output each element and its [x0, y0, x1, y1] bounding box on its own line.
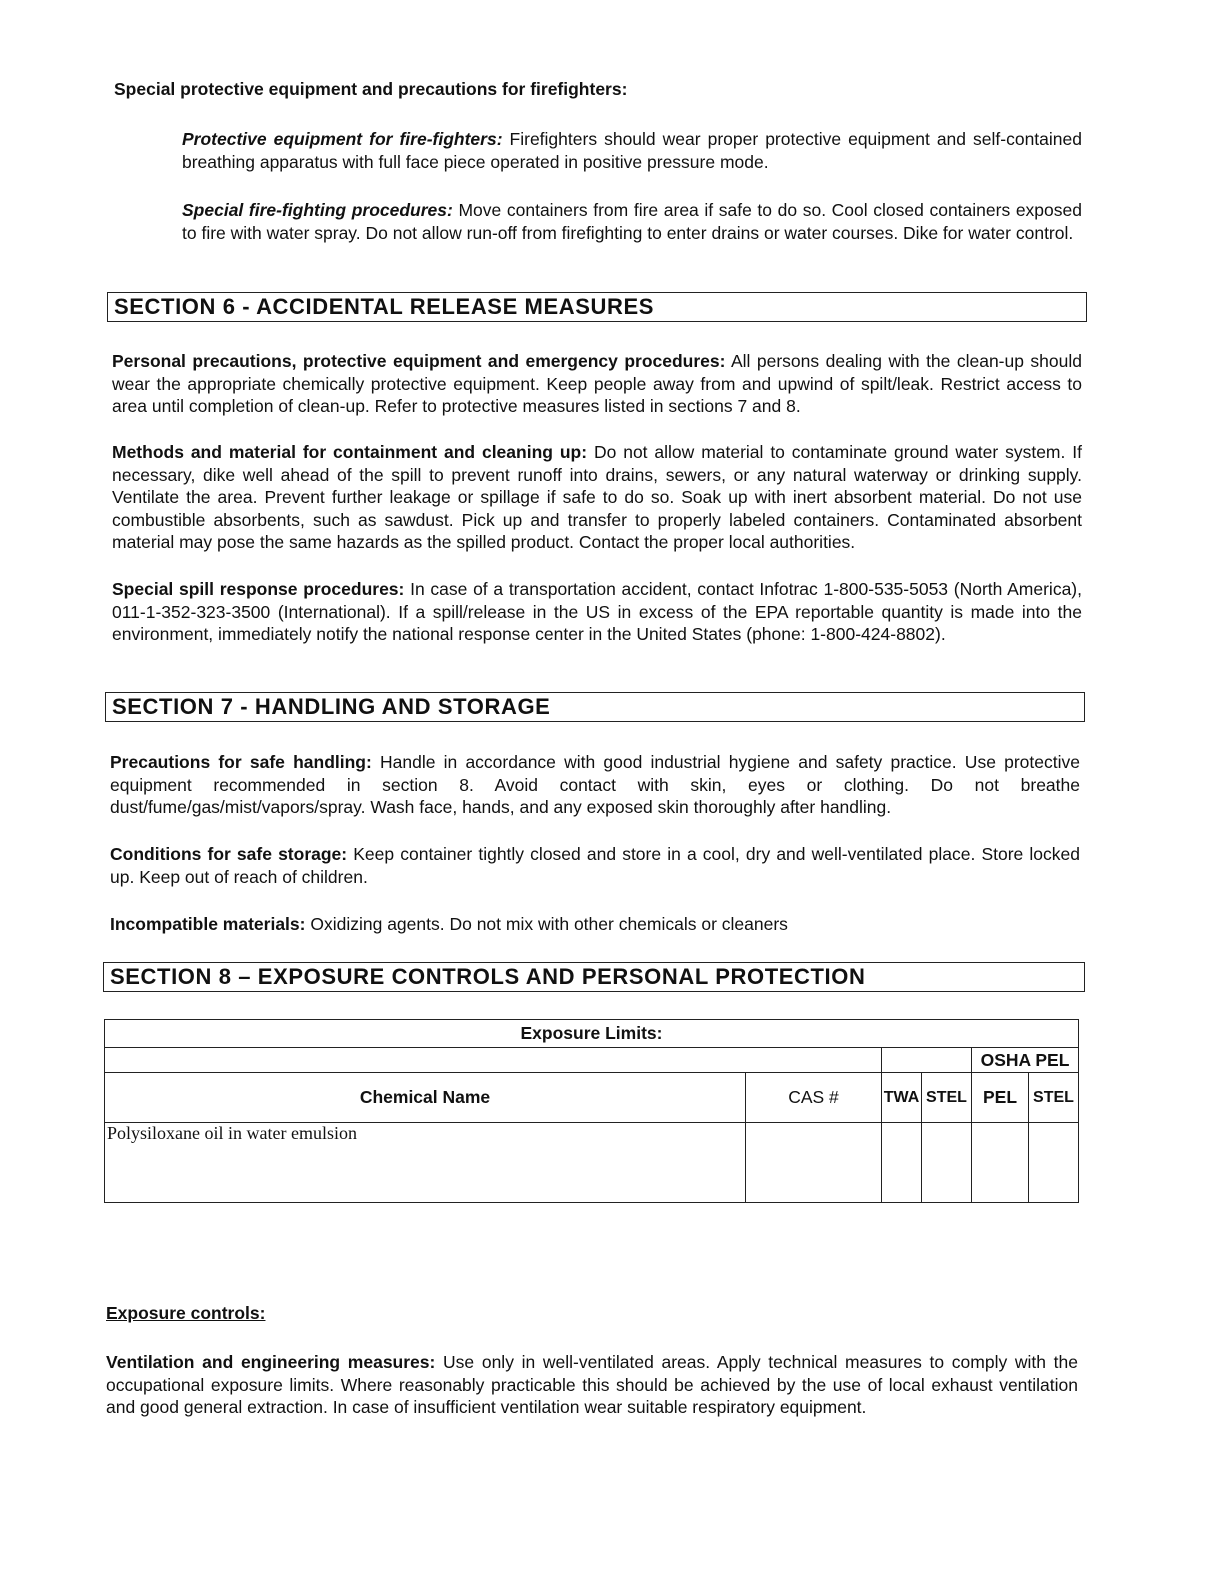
pel-cell [972, 1123, 1029, 1203]
twa-header: TWA [882, 1073, 922, 1123]
section8-header [103, 962, 1085, 992]
blank-header-cell [105, 1048, 882, 1073]
exposure-limits-table [104, 1019, 1079, 1203]
containment-block [112, 441, 1082, 554]
firefighters-heading: Special protective equipment and precautions for firefighters: [114, 79, 628, 99]
personal-precautions-text: All persons dealing with the clean-up should wear the appropriate chemically protective equipment. Keep people away from and upwind of spilt/leak. Restrict access to area until completion of clean-up. Refer to protective measures listed in sections 7 and 8. [112, 351, 1083, 416]
column-header-row [105, 1073, 1079, 1123]
chemical-name-cell: Polysiloxane oil in water emulsion [105, 1123, 746, 1203]
pel-header: PEL [972, 1073, 1029, 1123]
spill-response-text: In case of a transportation accident, contact Infotrac 1-800-535-5053 (North America), 011-1-352-323-3500 (International). If a spill/release in the US in excess of the EPA reportable quantity is made into the environment, immediately notify the national response center in the United States (phone: 1-800-424-8802). [112, 579, 1082, 644]
section8-title: SECTION 8 – EXPOSURE CONTROLS AND PERSONAL PROTECTION [110, 964, 866, 989]
safe-handling-block [110, 751, 1080, 819]
blank-twa-stel-cell [882, 1048, 972, 1073]
exposure-limits-title-row [105, 1020, 1079, 1048]
firefighting-procedures-block [182, 199, 1082, 244]
table-row [105, 1123, 1079, 1203]
protective-equipment-block [182, 128, 1082, 173]
chemical-name-header: Chemical Name [105, 1073, 746, 1123]
ventilation-text: Use only in well-ventilated areas. Apply technical measures to comply with the occupational exposure limits. Where reasonably practicable this should be achieved by the use of local exhaust ventilation and good general extraction. In case of insufficient ventilation wear suitable respiratory equipment. [106, 1352, 1079, 1417]
personal-precautions-label: Personal precautions, protective equipment and emergency procedures: [112, 351, 726, 371]
ventilation-label: Ventilation and engineering measures: [106, 1352, 436, 1372]
firefighting-procedures-text: Move containers from fire area if safe to do so. Cool closed containers exposed to fire with water spray. Do not allow run-off from firefighting to enter drains or water courses. Dike for water control. [182, 200, 1082, 243]
safe-handling-text: Handle in accordance with good industrial hygiene and safety practice. Use protective equipment recommended in section 8. Avoid contact with skin, eyes or clothing. Do not breathe dust/fume/gas/mist/vapors/spray. Wash face, hands, and any exposed skin thoroughly after handling. [110, 752, 1080, 817]
osha-header-row [105, 1048, 1079, 1073]
incompatible-materials-text: Oxidizing agents. Do not mix with other chemicals or cleaners [310, 914, 788, 934]
personal-precautions-block [112, 350, 1082, 418]
twa-cell [882, 1123, 922, 1203]
section6-title: SECTION 6 - ACCIDENTAL RELEASE MEASURES [114, 294, 655, 319]
section7-header [105, 692, 1085, 722]
safe-storage-block [110, 843, 1080, 888]
section7-title: SECTION 7 - HANDLING AND STORAGE [112, 694, 551, 719]
spill-response-label: Special spill response procedures: [112, 579, 405, 599]
stel-header: STEL [922, 1073, 972, 1123]
protective-equipment-label: Protective equipment for fire-fighters: [182, 129, 503, 149]
osha-stel-header: STEL [1029, 1073, 1079, 1123]
ventilation-block [106, 1351, 1078, 1419]
exposure-controls-heading: Exposure controls: [106, 1303, 266, 1323]
cas-header: CAS # [746, 1073, 882, 1123]
protective-equipment-text: Firefighters should wear proper protective equipment and self-contained breathing apparatus with full face piece operated in positive pressure mode. [182, 129, 1082, 172]
safe-handling-label: Precautions for safe handling: [110, 752, 372, 772]
stel-cell [922, 1123, 972, 1203]
osha-pel-header: OSHA PEL [972, 1048, 1079, 1073]
cas-cell [746, 1123, 882, 1203]
section6-header [107, 292, 1087, 322]
incompatible-materials-label: Incompatible materials: [110, 914, 306, 934]
osha-stel-cell [1029, 1123, 1079, 1203]
safe-storage-text: Keep container tightly closed and store in a cool, dry and well-ventilated place. Store locked up. Keep out of reach of children. [110, 844, 1080, 887]
containment-label: Methods and material for containment and cleaning up: [112, 442, 588, 462]
exposure-limits-title: Exposure Limits: [105, 1020, 1079, 1048]
spill-response-block [112, 578, 1082, 646]
incompatible-materials-block [110, 913, 1080, 936]
containment-text: Do not allow material to contaminate ground water system. If necessary, dike well ahead of the spill to prevent runoff into drains, sewers, or any natural waterway or drinking supply. Ventilate the area. Prevent further leakage or spillage if safe to do so. Soak up with inert absorbent material. Do not use combustible absorbents, such as sawdust. Pick up and transfer to properly labeled containers. Contaminated absorbent material may pose the same hazards as the spilled product. Contact the proper local authorities. [112, 442, 1082, 552]
firefighting-procedures-label: Special fire-fighting procedures: [182, 200, 453, 220]
safe-storage-label: Conditions for safe storage: [110, 844, 348, 864]
